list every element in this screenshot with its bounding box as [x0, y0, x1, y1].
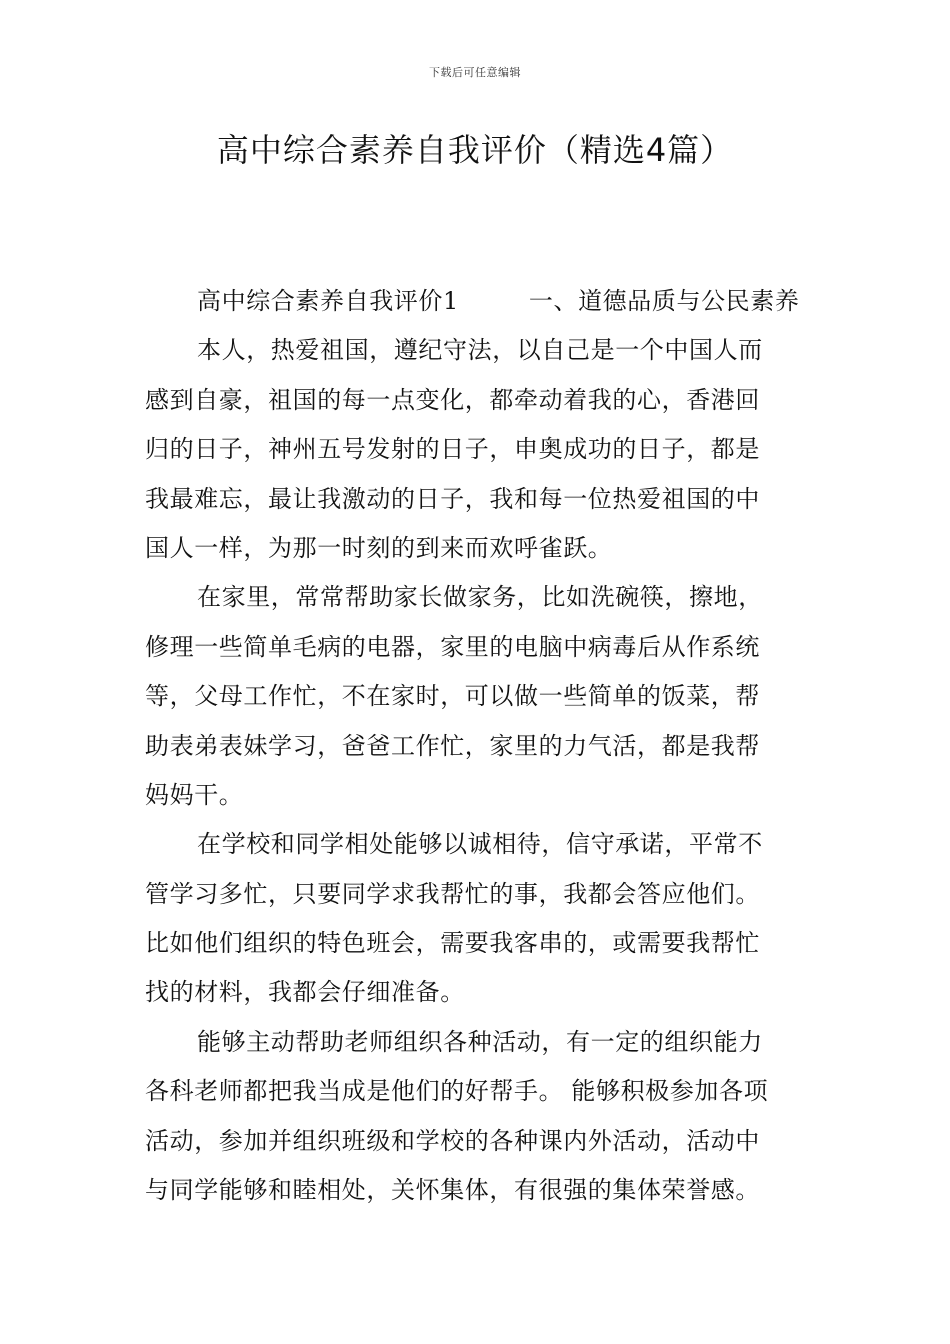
text-line: 妈妈干。: [145, 780, 244, 809]
text-line: 找的材料，我都会仔细准备。: [145, 978, 465, 1007]
text-line: 助表弟表妹学习，爸爸工作忙，家里的力气活，都是我帮: [145, 731, 760, 760]
text-line: 修理一些简单毛病的电器，家里的电脑中病毒后从作系统: [145, 632, 760, 661]
text-line: 各科老师都把我当成是他们的好帮手。 能够积极参加各项: [145, 1077, 769, 1106]
text-line: 等，父母工作忙，不在家时，可以做一些简单的饭菜，帮: [145, 682, 760, 711]
text-line: 在学校和同学相处能够以诚相待，信守承诺，平常不: [197, 830, 763, 859]
first-line: [145, 277, 808, 326]
text-line: 归的日子，神州五号发射的日子，申奥成功的日子，都是: [145, 435, 760, 464]
text-line: 感到自豪，祖国的每一点变化，都牵动着我的心，香港回: [145, 385, 760, 414]
text-line: 国人一样，为那一时刻的到来而欢呼雀跃。: [145, 533, 613, 562]
text-line: 我最难忘，最让我激动的日子，我和每一位热爱祖国的中: [145, 484, 760, 513]
text-line: 比如他们组织的特色班会，需要我客串的，或需要我帮忙: [145, 929, 760, 958]
text-line: 本人，热爱祖国，遵纪守法，以自己是一个中国人而: [197, 336, 763, 365]
text-line: 活动，参加并组织班级和学校的各种课内外活动，活动中: [145, 1126, 760, 1155]
text-line: 与同学能够和睦相处，关怀集体，有很强的集体荣誉感。: [145, 1176, 760, 1205]
header-note: 下载后可任意编辑: [429, 66, 521, 79]
text-line: 能够主动帮助老师组织各种活动，有一定的组织能力: [197, 1027, 763, 1056]
section-heading: 一、道德品质与公民素养: [528, 287, 800, 315]
subheading: 高中综合素养自我评价1: [197, 287, 459, 315]
document-title: 高中综合素养自我评价（精选4篇）: [216, 131, 734, 169]
text-line: 管学习多忙，只要同学求我帮忙的事，我都会答应他们。: [145, 879, 760, 908]
document-body: [145, 277, 808, 1215]
text-line: 在家里，常常帮助家长做家务，比如洗碗筷，擦地，: [197, 583, 763, 612]
